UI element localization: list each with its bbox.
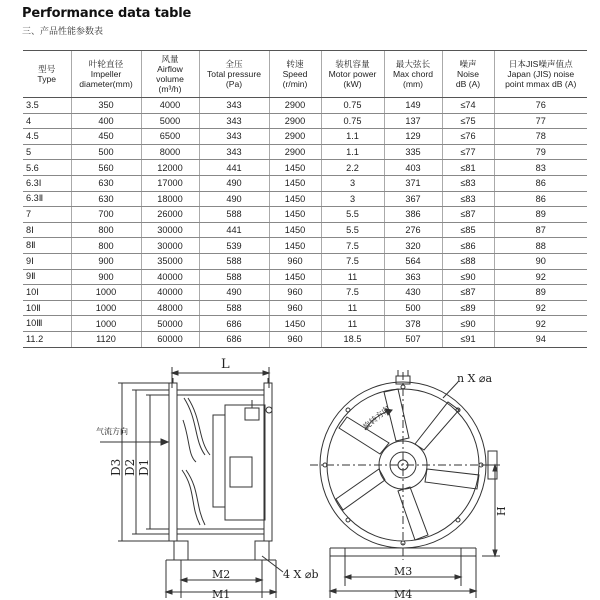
table-cell: 400 bbox=[71, 113, 141, 129]
table-cell: 430 bbox=[384, 285, 442, 301]
table-cell: 129 bbox=[384, 129, 442, 145]
table-cell: 560 bbox=[71, 160, 141, 176]
table-cell: 40000 bbox=[141, 269, 199, 285]
table-cell: 5.5 bbox=[321, 222, 384, 238]
table-cell: 86 bbox=[494, 191, 587, 207]
flange-holes-label: n X ⌀a bbox=[457, 372, 493, 385]
table-cell: 588 bbox=[199, 300, 269, 316]
table-cell: 539 bbox=[199, 238, 269, 254]
table-cell: 8Ⅱ bbox=[23, 238, 71, 254]
table-cell: 564 bbox=[384, 253, 442, 269]
table-cell: 7.5 bbox=[321, 238, 384, 254]
column-header-line: Noise bbox=[457, 69, 479, 79]
table-cell: 77 bbox=[494, 113, 587, 129]
table-cell: ≤90 bbox=[442, 269, 494, 285]
table-cell: 10Ⅲ bbox=[23, 316, 71, 332]
table-cell: 343 bbox=[199, 129, 269, 145]
dim-M4: M4 bbox=[394, 588, 413, 600]
table-cell: 490 bbox=[199, 285, 269, 301]
table-cell: 3 bbox=[321, 191, 384, 207]
table-cell: 7.5 bbox=[321, 253, 384, 269]
column-header-line: 装机容量 bbox=[335, 59, 370, 69]
column-header-line: point mmax dB (A) bbox=[505, 79, 577, 89]
column-header-line: 风量 bbox=[161, 54, 179, 64]
page-title: Performance data table bbox=[22, 6, 192, 21]
column-header-line: (Pa) bbox=[225, 79, 243, 89]
table-cell: 4.5 bbox=[23, 129, 71, 145]
table-cell: 1450 bbox=[269, 222, 321, 238]
table-cell: 17000 bbox=[141, 175, 199, 191]
table-cell: 371 bbox=[384, 175, 442, 191]
table-cell: 343 bbox=[199, 144, 269, 160]
dim-D3: D3 bbox=[109, 458, 123, 476]
airflow-direction-label: 气流方向 bbox=[96, 427, 128, 436]
table-cell: 1000 bbox=[71, 316, 141, 332]
table-cell: 2900 bbox=[269, 98, 321, 114]
table-cell: ≤88 bbox=[442, 253, 494, 269]
table-cell: 1000 bbox=[71, 285, 141, 301]
dim-D1: D1 bbox=[137, 458, 151, 476]
table-cell: 1450 bbox=[269, 175, 321, 191]
table-cell: 40000 bbox=[141, 285, 199, 301]
table-cell: 88 bbox=[494, 238, 587, 254]
table-cell: 5 bbox=[23, 144, 71, 160]
table-cell: 500 bbox=[384, 300, 442, 316]
table-cell: 6500 bbox=[141, 129, 199, 145]
table-cell: 441 bbox=[199, 160, 269, 176]
column-header-line: 噪声 bbox=[459, 59, 477, 69]
table-cell: 7.5 bbox=[321, 285, 384, 301]
table-cell: 12000 bbox=[141, 160, 199, 176]
table-cell: 3.5 bbox=[23, 98, 71, 114]
table-cell: 4000 bbox=[141, 98, 199, 114]
table-cell: 960 bbox=[269, 253, 321, 269]
table-cell: 18.5 bbox=[321, 331, 384, 347]
rotation-direction-label: 旋转方向 bbox=[361, 404, 392, 432]
page-subtitle: 三、产品性能参数表 bbox=[22, 26, 104, 36]
table-cell: 350 bbox=[71, 98, 141, 114]
table-cell: 588 bbox=[199, 207, 269, 223]
table-cell: 78 bbox=[494, 129, 587, 145]
table-cell: 386 bbox=[384, 207, 442, 223]
table-cell: 441 bbox=[199, 222, 269, 238]
table-cell: 630 bbox=[71, 175, 141, 191]
table-cell: 800 bbox=[71, 238, 141, 254]
column-header-line: Impeller bbox=[90, 69, 122, 79]
table-cell: 10Ⅰ bbox=[23, 285, 71, 301]
table-cell: ≤86 bbox=[442, 238, 494, 254]
table-cell: 11 bbox=[321, 300, 384, 316]
column-header-line: 全压 bbox=[225, 59, 243, 69]
table-cell: 2900 bbox=[269, 144, 321, 160]
table-cell: 490 bbox=[199, 191, 269, 207]
table-cell: ≤74 bbox=[442, 98, 494, 114]
table-cell: 0.75 bbox=[321, 98, 384, 114]
table-cell: 2900 bbox=[269, 129, 321, 145]
table-cell: 1450 bbox=[269, 316, 321, 332]
table-cell: 363 bbox=[384, 269, 442, 285]
table-cell: 11 bbox=[321, 269, 384, 285]
table-cell: 149 bbox=[384, 98, 442, 114]
table-cell: 320 bbox=[384, 238, 442, 254]
dim-D2: D2 bbox=[123, 458, 137, 476]
table-cell: 60000 bbox=[141, 331, 199, 347]
column-header-line: Total pressure bbox=[207, 69, 261, 79]
table-cell: 403 bbox=[384, 160, 442, 176]
table-cell: 79 bbox=[494, 144, 587, 160]
table-cell: 4 bbox=[23, 113, 71, 129]
table-cell: ≤87 bbox=[442, 285, 494, 301]
table-cell: 490 bbox=[199, 175, 269, 191]
column-header-line: Airflow bbox=[157, 64, 183, 74]
table-cell: 89 bbox=[494, 285, 587, 301]
column-header-line: 叶轮直径 bbox=[88, 59, 124, 69]
table-cell: 276 bbox=[384, 222, 442, 238]
table-cell: 960 bbox=[269, 331, 321, 347]
table-cell: 960 bbox=[269, 285, 321, 301]
table-cell: 1.1 bbox=[321, 144, 384, 160]
table-cell: 5.5 bbox=[321, 207, 384, 223]
table-cell: 335 bbox=[384, 144, 442, 160]
table-cell: 1450 bbox=[269, 160, 321, 176]
table-cell: 30000 bbox=[141, 238, 199, 254]
table-cell: 507 bbox=[384, 331, 442, 347]
table-cell: 11.2 bbox=[23, 331, 71, 347]
table-cell: 700 bbox=[71, 207, 141, 223]
column-header-line: 最大弦长 bbox=[395, 59, 431, 69]
dim-L: L bbox=[221, 357, 230, 372]
table-cell: 6.3Ⅰ bbox=[23, 175, 71, 191]
table-cell: 30000 bbox=[141, 222, 199, 238]
table-cell: ≤87 bbox=[442, 207, 494, 223]
bolt-holes-label: 4 X ⌀b bbox=[283, 568, 319, 581]
table-cell: 9Ⅰ bbox=[23, 253, 71, 269]
table-cell: 588 bbox=[199, 253, 269, 269]
column-header-line: (kW) bbox=[343, 79, 362, 89]
table-cell: 1450 bbox=[269, 269, 321, 285]
table-cell: 0.75 bbox=[321, 113, 384, 129]
table-cell: 3 bbox=[321, 175, 384, 191]
table-cell: ≤83 bbox=[442, 175, 494, 191]
table-cell: 343 bbox=[199, 98, 269, 114]
column-header-line: 转速 bbox=[286, 59, 304, 69]
table-cell: 26000 bbox=[141, 207, 199, 223]
table-cell: ≤89 bbox=[442, 300, 494, 316]
table-cell: 900 bbox=[71, 269, 141, 285]
table-cell: 588 bbox=[199, 269, 269, 285]
table-cell: 8Ⅰ bbox=[23, 222, 71, 238]
table-cell: 800 bbox=[71, 222, 141, 238]
table-cell: 686 bbox=[199, 331, 269, 347]
column-header-line: Speed bbox=[282, 69, 308, 79]
column-header-line: 日本JIS噪声值点 bbox=[508, 59, 573, 69]
table-cell: 50000 bbox=[141, 316, 199, 332]
table-cell: 5000 bbox=[141, 113, 199, 129]
column-header-line: volume bbox=[156, 74, 184, 84]
table-cell: 450 bbox=[71, 129, 141, 145]
table-cell: 90 bbox=[494, 253, 587, 269]
table-cell: 6.3Ⅱ bbox=[23, 191, 71, 207]
column-header-line: Japan (JIS) noise bbox=[507, 69, 575, 79]
table-cell: 343 bbox=[199, 113, 269, 129]
column-header-line: (mm) bbox=[402, 79, 424, 89]
table-cell: 1450 bbox=[269, 238, 321, 254]
table-cell: ≤85 bbox=[442, 222, 494, 238]
table-cell: 1000 bbox=[71, 300, 141, 316]
table-cell: 1450 bbox=[269, 191, 321, 207]
column-header-line: dB (A) bbox=[455, 79, 481, 89]
table-cell: 500 bbox=[71, 144, 141, 160]
dim-M2: M2 bbox=[212, 568, 231, 581]
table-cell: 35000 bbox=[141, 253, 199, 269]
side-view bbox=[100, 367, 283, 598]
table-cell: 87 bbox=[494, 222, 587, 238]
table-cell: 960 bbox=[269, 300, 321, 316]
column-header-line: diameter(mm) bbox=[79, 79, 133, 89]
table-cell: ≤77 bbox=[442, 144, 494, 160]
table-cell: 1450 bbox=[269, 207, 321, 223]
table-cell: ≤83 bbox=[442, 191, 494, 207]
table-cell: 137 bbox=[384, 113, 442, 129]
dim-M3: M3 bbox=[394, 565, 413, 578]
table-cell: 11 bbox=[321, 316, 384, 332]
table-cell: 7 bbox=[23, 207, 71, 223]
table-cell: 83 bbox=[494, 160, 587, 176]
table-cell: 686 bbox=[199, 316, 269, 332]
table-cell: 378 bbox=[384, 316, 442, 332]
column-header-line: Max chord bbox=[392, 69, 434, 79]
table-cell: 8000 bbox=[141, 144, 199, 160]
table-cell: ≤81 bbox=[442, 160, 494, 176]
table-cell: 1120 bbox=[71, 331, 141, 347]
column-header-line: (r/min) bbox=[282, 79, 308, 89]
table-cell: 92 bbox=[494, 300, 587, 316]
table-cell: 92 bbox=[494, 316, 587, 332]
table-cell: 92 bbox=[494, 269, 587, 285]
table-cell: 900 bbox=[71, 253, 141, 269]
front-view bbox=[310, 370, 500, 598]
table-cell: 2900 bbox=[269, 113, 321, 129]
dim-M1: M1 bbox=[212, 588, 231, 600]
column-header-line: Motor power bbox=[328, 69, 377, 79]
table-cell: ≤75 bbox=[442, 113, 494, 129]
table-cell: ≤91 bbox=[442, 331, 494, 347]
table-cell: 2.2 bbox=[321, 160, 384, 176]
column-header-line: (m³/h) bbox=[158, 84, 182, 94]
table-cell: ≤90 bbox=[442, 316, 494, 332]
column-header-line: Type bbox=[37, 74, 57, 84]
table-cell: 48000 bbox=[141, 300, 199, 316]
table-cell: 9Ⅱ bbox=[23, 269, 71, 285]
table-cell: 630 bbox=[71, 191, 141, 207]
dim-H: H bbox=[495, 506, 508, 516]
table-cell: 94 bbox=[494, 331, 587, 347]
table-cell: 10Ⅱ bbox=[23, 300, 71, 316]
table-cell: 5.6 bbox=[23, 160, 71, 176]
table-cell: ≤76 bbox=[442, 129, 494, 145]
table-cell: 86 bbox=[494, 175, 587, 191]
table-cell: 76 bbox=[494, 98, 587, 114]
table-cell: 1.1 bbox=[321, 129, 384, 145]
table-cell: 367 bbox=[384, 191, 442, 207]
table-cell: 89 bbox=[494, 207, 587, 223]
column-header-line: 型号 bbox=[38, 64, 56, 74]
table-cell: 18000 bbox=[141, 191, 199, 207]
